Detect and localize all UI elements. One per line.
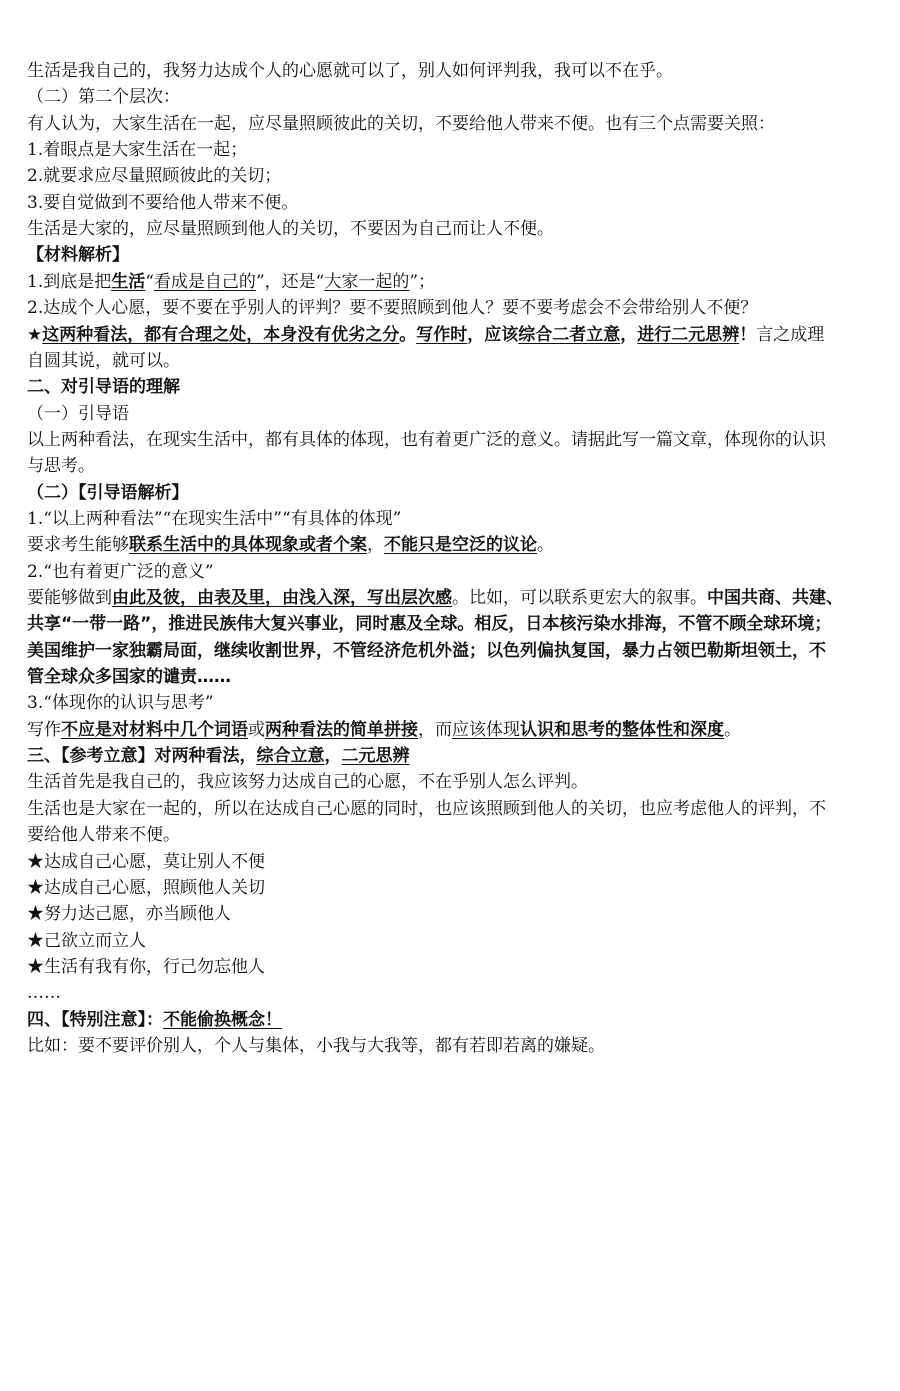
text-segment: ”； <box>409 272 436 292</box>
text-line <box>27 348 180 374</box>
text-segment: 或 <box>248 720 265 740</box>
text-segment: 1.到底是把 <box>27 272 112 292</box>
text-line <box>27 822 180 848</box>
emphasis-text: 写作时 <box>416 325 468 345</box>
text-line <box>27 611 831 637</box>
text-segment: 生活是大家的，应尽量照顾到他人的关切，不要因为自己而让人不便。 <box>27 219 554 239</box>
text-line <box>27 1007 282 1033</box>
text-line <box>27 769 588 795</box>
text-segment: 生活也是大家在一起的，所以在达成自己心愿的同时，也应该照顾到他人的关切，也应考虑他人的评判，不 <box>27 799 826 819</box>
text-line <box>27 664 231 690</box>
text-line <box>27 427 826 453</box>
text-line <box>27 190 298 216</box>
text-segment: 要能够做到 <box>27 588 112 608</box>
bold-text: 。 <box>399 325 417 345</box>
emphasis-text: 二元思辨 <box>341 746 410 766</box>
emphasis-text: 两种看法的简单拼接 <box>265 720 418 740</box>
text-line <box>27 690 214 716</box>
text-segment: 3.“体现你的认识与思考” <box>27 693 214 713</box>
emphasis-text: 这两种看法，都有合理之处，本身没有优劣之分 <box>42 325 400 345</box>
text-segment: 1.“以上两种看法”“在现实生活中”“有具体的体现” <box>27 509 402 529</box>
text-segment: 与思考。 <box>27 456 95 476</box>
bold-text: ， <box>620 325 638 345</box>
bold-text: 美国维护一家独霸局面，继续收割世界，不管经济危机外溢；以色列偏执复国，暴力占领巴勒斯坦领土，不 <box>27 641 826 661</box>
text-line <box>27 954 265 980</box>
emphasis-text: 不能偷换概念！ <box>163 1010 282 1030</box>
bold-text: ， <box>324 746 342 766</box>
text-line <box>27 322 824 348</box>
text-line <box>27 216 554 242</box>
text-segment: ★努力达己愿，亦当顾他人 <box>27 904 231 924</box>
text-segment: 以上两种看法，在现实生活中，都有具体的体现，也有着更广泛的意义。请据此写一篇文章，体现你的认识 <box>27 430 826 450</box>
text-line <box>27 849 265 875</box>
emphasis-text: 生活 <box>111 272 146 292</box>
emphasis-text: 大家一起的 <box>324 272 410 292</box>
text-line <box>27 638 826 664</box>
text-line <box>27 743 410 769</box>
text-segment: 2.达成个人心愿，要不要在乎别人的评判？要不要照顾到他人？要不要考虑会不会带给别人不便？ <box>27 298 758 318</box>
text-segment: 3.要自觉做到不要给他人带来不便。 <box>27 193 299 213</box>
bold-text: 中国共商、共建、 <box>707 588 843 608</box>
text-line <box>27 163 281 189</box>
text-line <box>27 374 180 400</box>
text-line <box>27 585 843 611</box>
bold-text: 二、对引导语的理解 <box>27 377 180 397</box>
text-line <box>27 242 129 268</box>
text-segment: 比如：要不要评价别人，个人与集体，小我与大我等，都有若即若离的嫌疑。 <box>27 1036 605 1056</box>
text-segment: 要给他人带来不便。 <box>27 825 180 845</box>
text-line <box>27 980 61 1006</box>
emphasis-text: 不应是对材料中几个词语 <box>61 720 248 740</box>
text-segment: 1.着眼点是大家生活在一起； <box>27 140 248 160</box>
text-line <box>27 111 775 137</box>
emphasis-text: 联系生活中的具体现象或者个案 <box>129 535 367 555</box>
bold-text: ★ <box>27 325 43 345</box>
bold-text: ！ <box>739 325 757 345</box>
text-segment: 写作 <box>27 720 61 740</box>
emphasis-text: 看成是自己的 <box>153 272 256 292</box>
text-segment: 言之成理 <box>756 325 825 345</box>
text-segment: 。比如，可以联系更宏大的叙事。 <box>452 588 707 608</box>
emphasis-text: 综合立意 <box>256 746 325 766</box>
emphasis-text: 由此及彼，由表及里，由浅入深，写出层次感 <box>112 588 452 608</box>
bold-text: 【材料解析】 <box>27 245 129 265</box>
bold-text: 共享“一带一路”，推进民族伟大复兴事业，同时惠及全球。相反，日本核污染水排海，不管不顾全球环境； <box>27 614 832 634</box>
text-line <box>27 453 95 479</box>
text-segment: ”，还是“ <box>255 272 325 292</box>
text-segment: 生活首先是我自己的，我应该努力达成自己的心愿，不在乎别人怎么评判。 <box>27 772 588 792</box>
text-segment: （二）第二个层次： <box>27 87 180 107</box>
text-line <box>27 717 741 743</box>
text-segment: 有人认为，大家生活在一起，应尽量照顾彼此的关切，不要给他人带来不便。也有三个点需要关照： <box>27 114 775 134</box>
text-line <box>27 58 673 84</box>
bold-text: 管全球众多国家的谴责…… <box>27 667 231 687</box>
text-segment: ，而 <box>418 720 452 740</box>
text-line <box>27 401 129 427</box>
text-line <box>27 901 231 927</box>
text-segment: 2.就要求应尽量照顾彼此的关切； <box>27 166 282 186</box>
text-line <box>27 532 554 558</box>
text-line <box>27 84 180 110</box>
text-segment: ★达成自己心愿，照顾他人关切 <box>27 878 265 898</box>
text-segment: “ <box>145 272 154 292</box>
text-line <box>27 137 247 163</box>
text-segment: 2.“也有着更广泛的意义” <box>27 562 214 582</box>
text-line <box>27 480 189 506</box>
text-segment: 。 <box>537 535 554 555</box>
text-line <box>27 559 214 585</box>
emphasis-text: 认识和思考的整体性和深度 <box>520 720 724 740</box>
bold-text: 三、【参考立意】对两种看法， <box>27 746 257 766</box>
bold-text: （二）【引导语解析】 <box>27 483 189 503</box>
emphasis-text: 应该体现 <box>452 720 520 740</box>
text-segment: …… <box>27 983 61 1003</box>
text-segment: ★达成自己心愿，莫让别人不便 <box>27 852 265 872</box>
text-line <box>27 1033 605 1059</box>
bold-text: ，应该 <box>467 325 519 345</box>
bold-text: 四、【特别注意】： <box>27 1010 163 1030</box>
text-segment: 生活是我自己的，我努力达成个人的心愿就可以了，别人如何评判我，我可以不在乎。 <box>27 61 673 81</box>
text-segment: 自圆其说，就可以。 <box>27 351 180 371</box>
text-line <box>27 875 265 901</box>
text-segment: （一）引导语 <box>27 404 129 424</box>
text-segment: 要求考生能够 <box>27 535 129 555</box>
emphasis-text: 进行二元思辨 <box>637 325 740 345</box>
text-segment: 。 <box>724 720 741 740</box>
emphasis-text: 综合二者立意 <box>518 325 621 345</box>
emphasis-text: 不能只是空泛的议论 <box>384 535 537 555</box>
text-segment: ， <box>367 535 384 555</box>
text-line <box>27 796 826 822</box>
text-line <box>27 506 401 532</box>
text-line <box>27 269 435 295</box>
text-segment: ★生活有我有你，行己勿忘他人 <box>27 957 265 977</box>
text-line <box>27 928 146 954</box>
text-line <box>27 295 757 321</box>
text-segment: ★己欲立而立人 <box>27 931 146 951</box>
